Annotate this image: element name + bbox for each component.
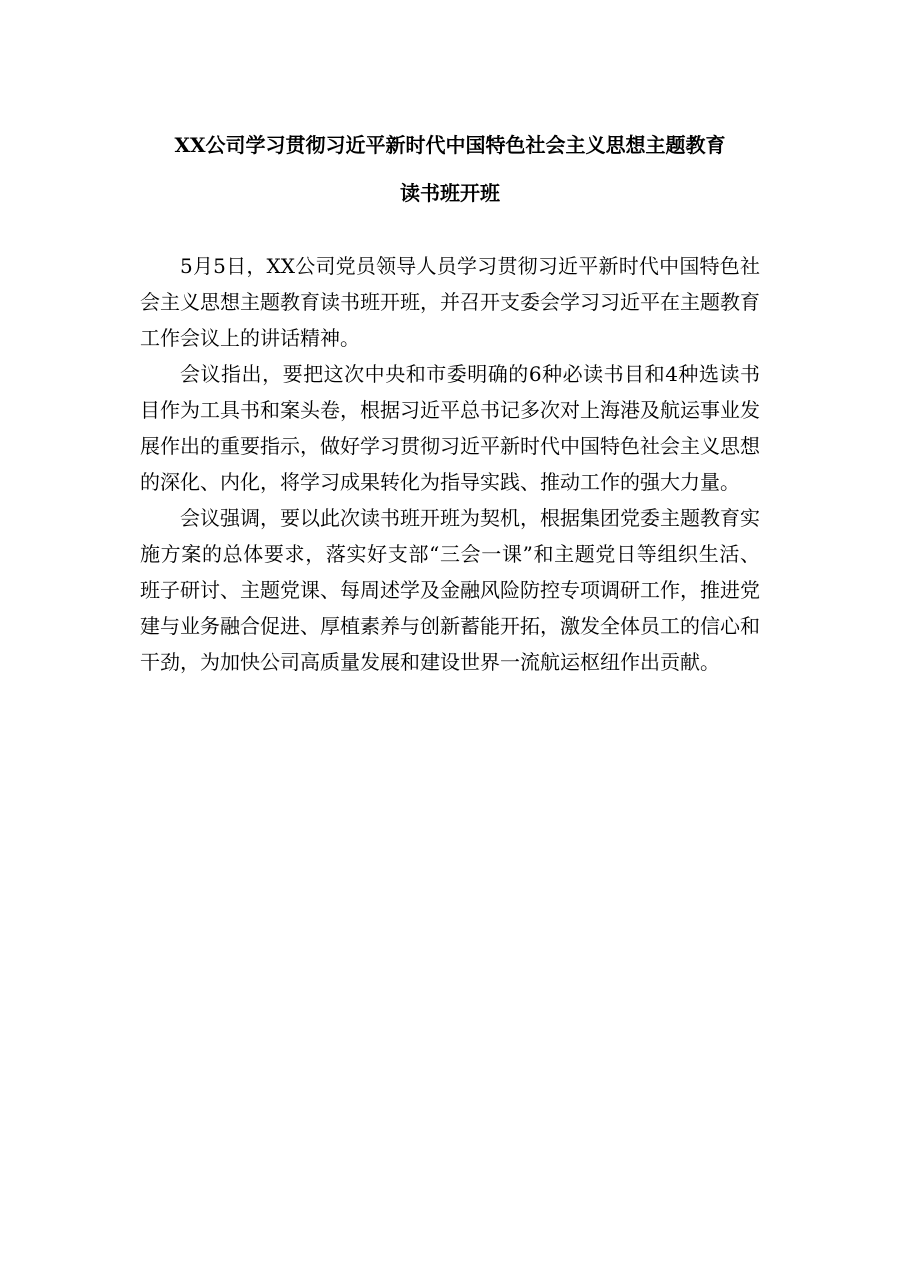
paragraph-3: 会议强调，要以此次读书班开班为契机，根据集团党委主题教育实施方案的总体要求，落实好支部“三会一课”和主题党日等组织生活、班子研讨、主题党课、每周述学及金融风险防控专项调研工作，推进党建与业务融合促进、厚植素养与创新蓄能开拓，激发全体员工的信心和干劲，为加快公司高质量发展和建设世界一流航运枢纽作出贡献。 [140, 506, 760, 674]
document-title-line-2: 读书班开班 [400, 181, 500, 205]
paragraph-2: 会议指出，要把这次中央和市委明确的6种必读书目和4种选读书目作为工具书和案头卷，根据习近平总书记多次对上海港及航运事业发展作出的重要指示，做好学习贯彻习近平新时代中国特色社会主义思想的深化、内化，将学习成果转化为指导实践、推动工作的强大力量。 [140, 362, 760, 494]
paragraph-1: 5月5日，XX公司党员领导人员学习贯彻习近平新时代中国特色社会主义思想主题教育读书班开班，并召开支委会学习习近平在主题教育工作会议上的讲话精神。 [140, 254, 760, 350]
document-title-line-1: XX公司学习贯彻习近平新时代中国特色社会主义思想主题教育 [174, 133, 726, 157]
document-body [140, 248, 760, 680]
